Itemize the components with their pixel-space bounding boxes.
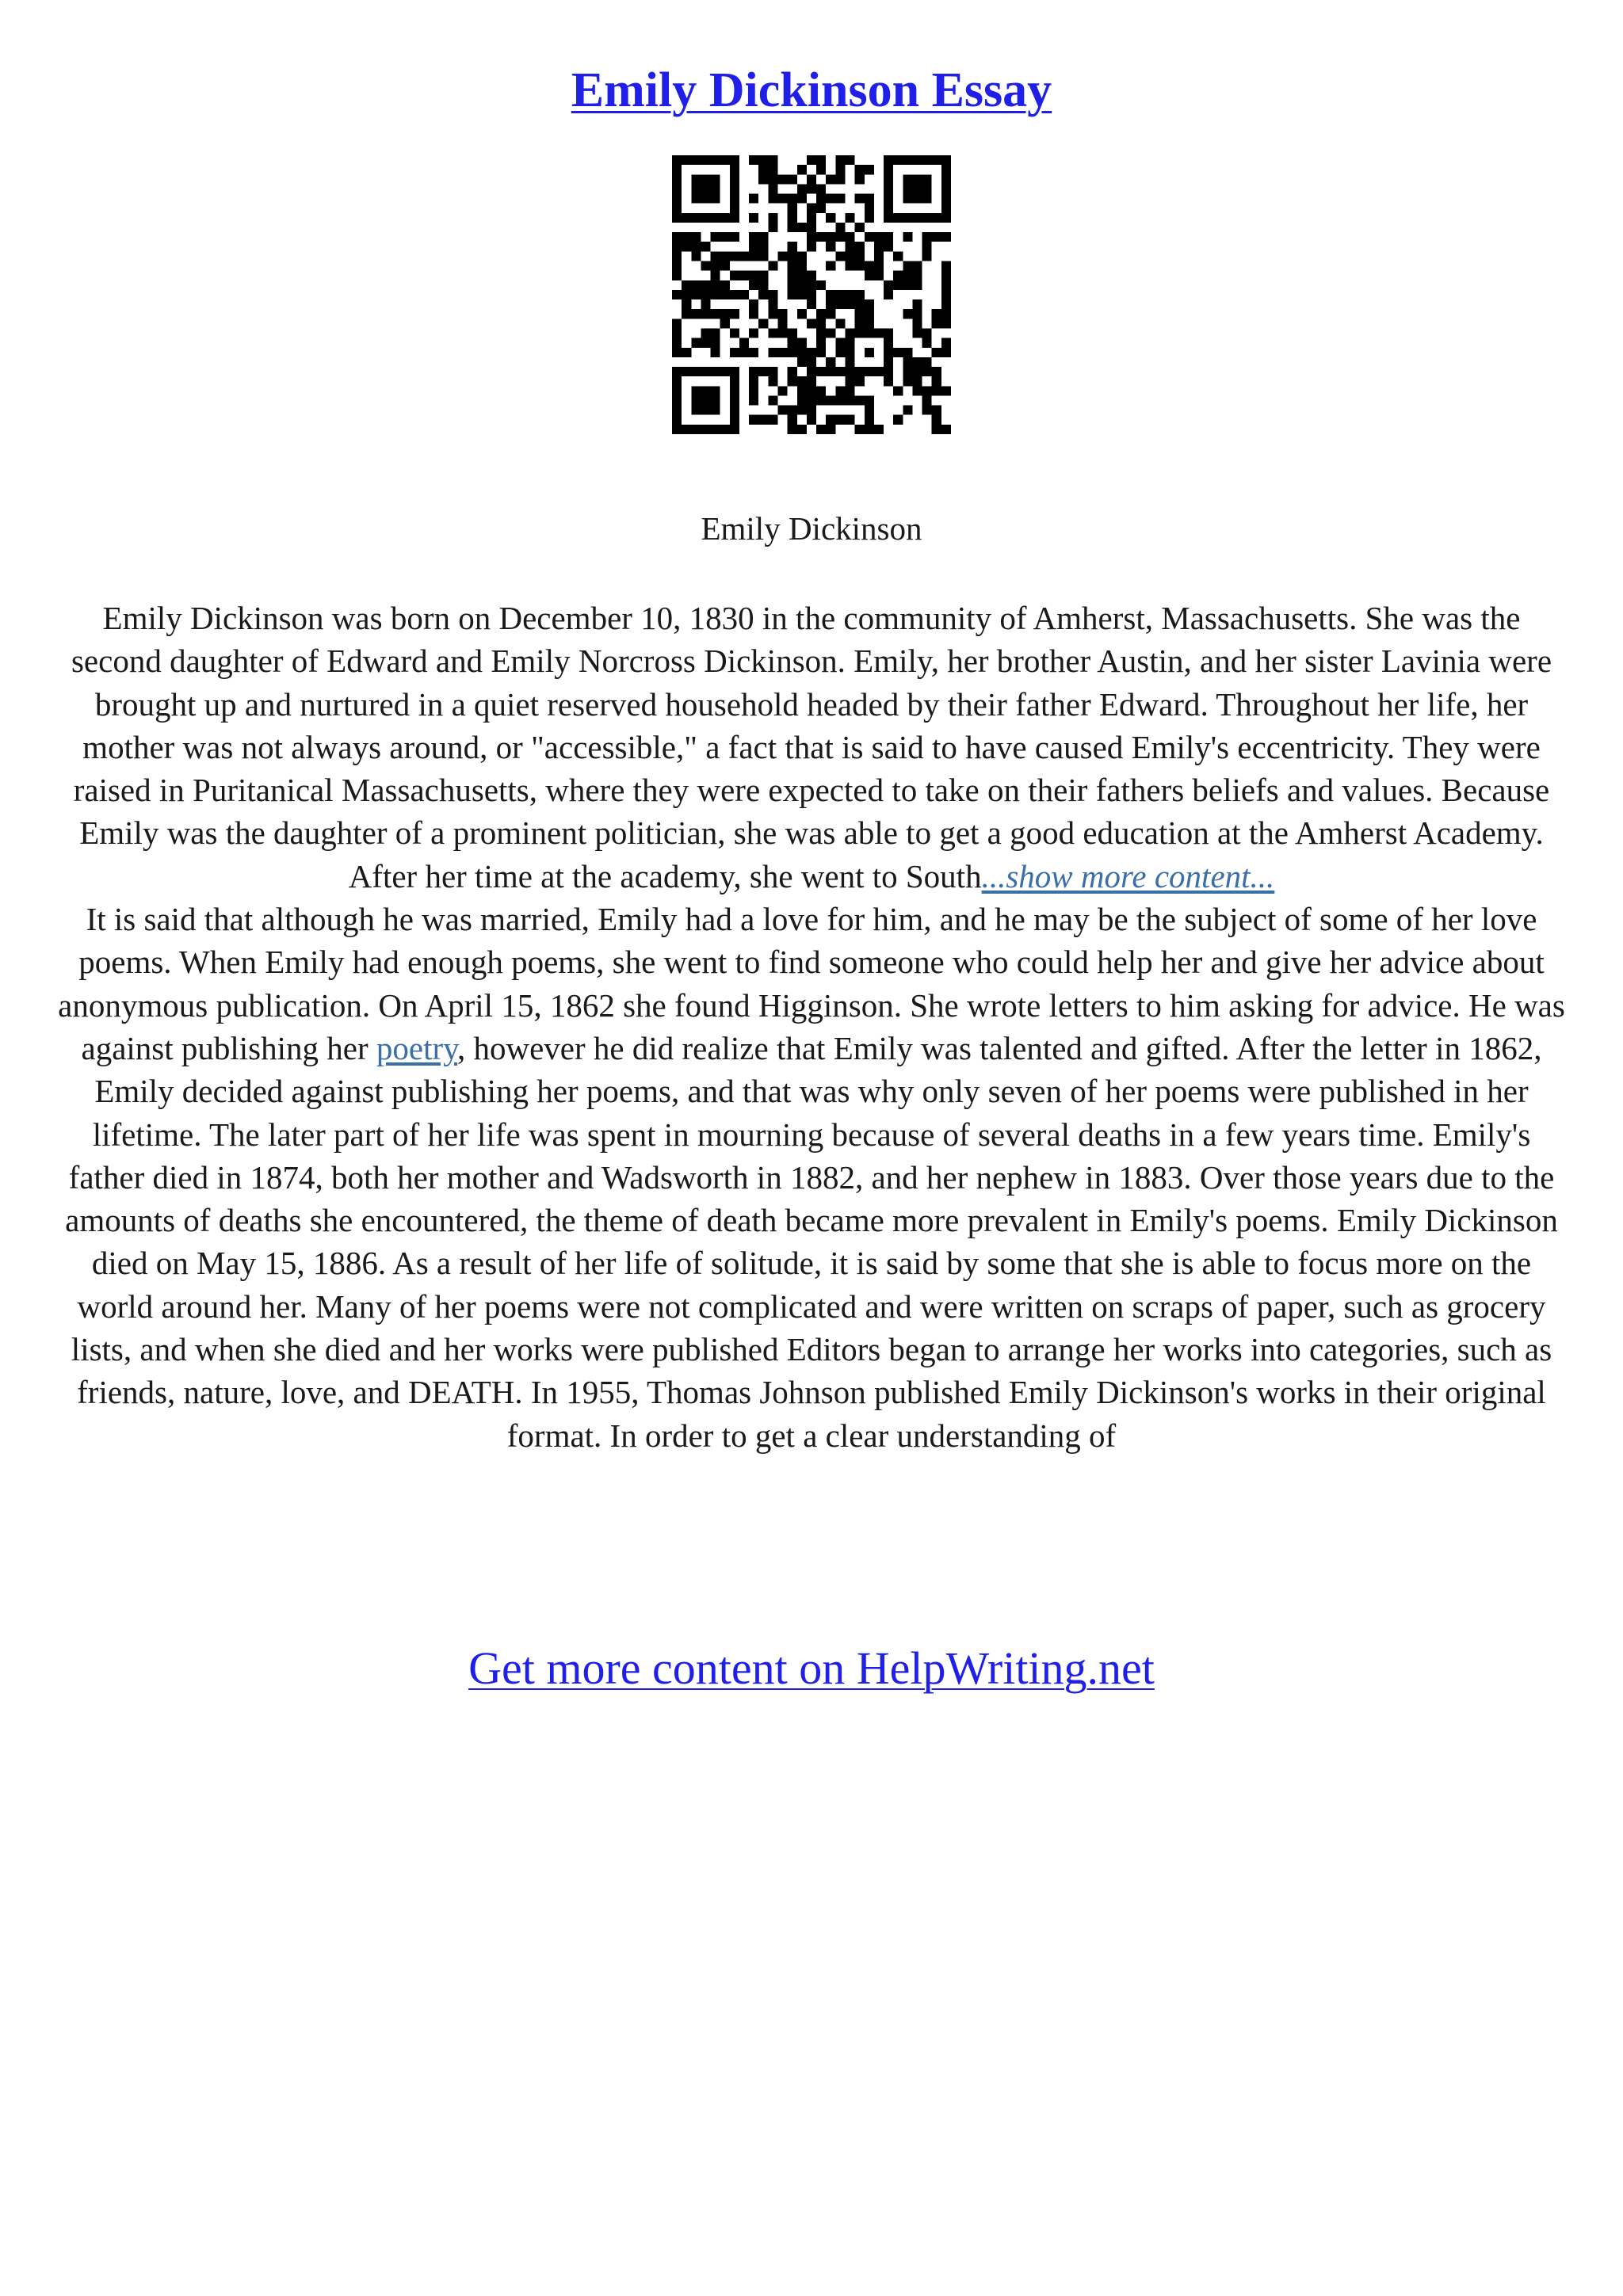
show-more-link[interactable]: ...show more content... [981,857,1275,894]
poetry-link[interactable]: poetry [376,1029,457,1066]
essay-subtitle: Emily Dickinson [701,510,922,547]
footer [0,1638,1623,1699]
page-title [0,59,1623,122]
essay-paragraph-1 [55,597,1568,898]
essay-paragraph-2 [55,898,1568,1457]
paragraph-1-text: Emily Dickinson was born on December 10, 1830 in the community of Amherst, Massachusetts. She was the second daughter of Edward and Emily Norcross Dickinson. Emily, her brother Austin, and her sister Lavinia were brought up and nurtured in a quiet reserved household headed by their father Edward. Throughout her life, her mother was not always around, or "accessible," a fact that is said to have caused Emily's eccentricity. They were raised in Puritanical Massachusetts, where they were expected to take on their fathers beliefs and values. Because Emily was the daughter of a prominent politician, she was able to get a good education at the Amherst Academy. After her time at the academy, she went to South [71,600,1552,894]
paragraph-2-text-after: , however he did realize that Emily was talented and gifted. After the letter in 1862, Emily decided against publishing her poems, and that was why only seven of her poems were published in her lifetime. The later part of her life was spent in mourning because of several deaths in a few years time. Emily's father died in 1874, both her mother and Wadsworth in 1882, and her nephew in 1883. Over those years due to the amounts of deaths she encountered, the theme of death became more prevalent in Emily's poems. Emily Dickinson died on May 15, 1886. As a result of her life of solitude, it is said by some that she is able to focus more on the world around her. Many of her poems were not complicated and were written on scraps of paper, such as grocery lists, and when she died and her works were published Editors began to arrange her works into categories, such as friends, nature, love, and DEATH. In 1955, Thomas Johnson published Emily Dickinson's works in their original format. In order to get a clear understanding of [65,1029,1558,1454]
qr-code-icon [672,155,951,434]
essay-body [55,597,1568,1457]
title-link[interactable]: Emily Dickinson Essay [571,63,1052,117]
helpwriting-link[interactable]: Get more content on HelpWriting.net [468,1642,1155,1694]
paragraph-2-text-before: It is said that although he was married, Emily had a love for him, and he may be the subject of some of her love poems. When Emily had enough poems, she went to find someone who could help her and give her advice about anonymous publication. On April 15, 1862 she found Higginson. She wrote letters to him asking for advice. He was against publishing her [58,901,1565,1066]
